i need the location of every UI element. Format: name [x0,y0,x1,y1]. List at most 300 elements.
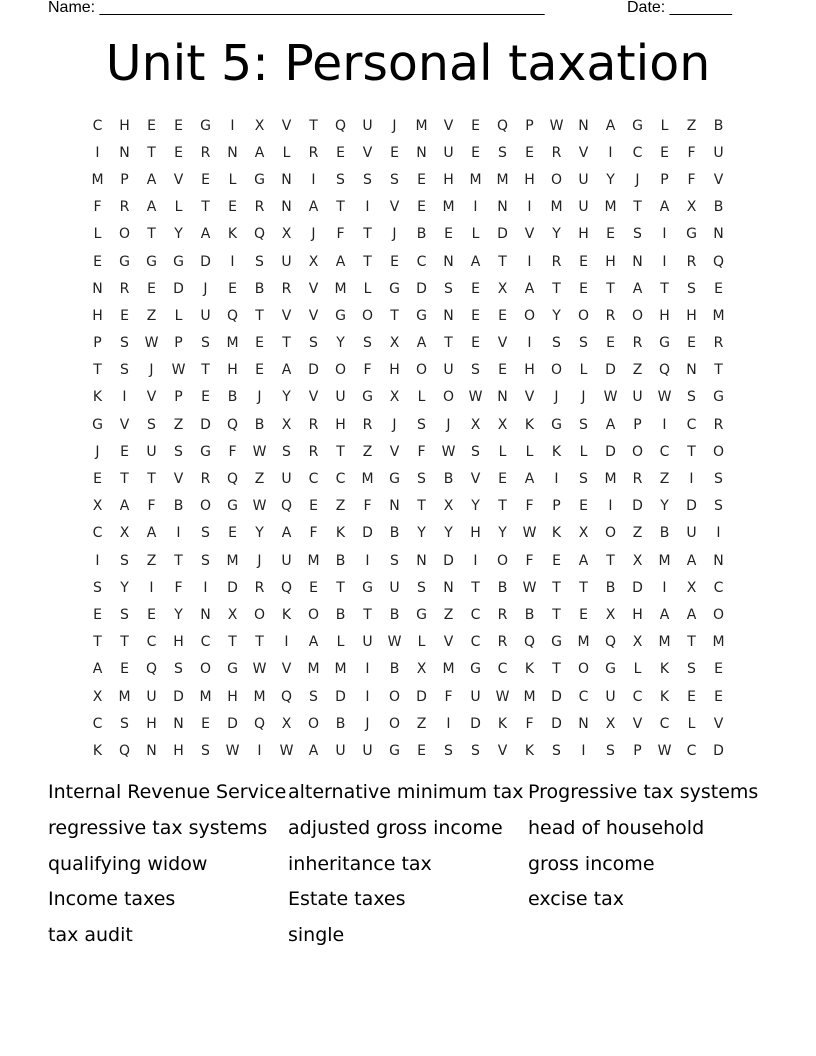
grid-letter: U [146,443,157,460]
grid-letter: X [92,498,103,515]
grid-letter: E [174,117,183,134]
word-list-item: adjusted gross income [288,816,503,839]
grid-letter: W [144,335,159,352]
grid-letter: J [392,226,397,243]
grid-letter: I [365,199,370,216]
grid-letter: F [363,498,372,515]
grid-letter: N [92,280,103,297]
grid-letter: K [659,688,670,705]
grid-letter: K [335,525,346,542]
grid-letter: D [443,552,454,569]
grid-letter: N [281,171,292,188]
grid-letter: U [281,552,292,569]
grid-letter: E [309,498,318,515]
grid-letter: G [92,416,103,433]
grid-letter: U [146,688,157,705]
grid-letter: X [254,117,265,134]
grid-letter: X [389,335,400,352]
grid-letter: D [173,688,184,705]
grid-letter: E [471,144,480,161]
grid-letter: B [254,280,265,297]
grid-letter: Y [174,606,183,623]
grid-letter: E [336,144,345,161]
grid-letter: T [309,117,318,134]
grid-letter: I [473,552,478,569]
grid-letter: N [578,117,589,134]
grid-letter: I [662,226,667,243]
word-list-item: regressive tax systems [48,816,268,839]
grid-letter: U [335,742,346,759]
grid-letter: Z [632,525,643,542]
grid-letter: A [146,525,157,542]
grid-letter: V [173,171,184,188]
grid-letter: M [334,280,347,297]
grid-letter: F [228,443,237,460]
grid-letter: V [578,144,589,161]
grid-letter: X [497,280,508,297]
grid-letter: B [605,579,616,596]
grid-letter: S [633,226,642,243]
grid-letter: J [203,280,208,297]
grid-letter: X [92,688,103,705]
grid-letter: D [227,715,238,732]
grid-letter: H [389,362,400,379]
grid-letter: T [336,199,345,216]
grid-letter: J [554,389,559,406]
grid-letter: S [552,335,561,352]
grid-letter: I [716,525,721,542]
grid-letter: A [470,253,481,270]
grid-letter: O [604,525,617,542]
grid-letter: V [362,144,373,161]
grid-letter: S [687,661,696,678]
grid-letter: E [471,307,480,324]
grid-letter: O [199,498,212,515]
word-list-item: inheritance tax [288,852,432,875]
grid-letter: G [227,661,238,678]
grid-letter: O [550,362,563,379]
grid-letter: M [577,634,590,651]
grid-letter: Q [280,688,293,705]
grid-letter: X [389,389,400,406]
grid-letter: Y [417,525,426,542]
grid-letter: L [228,171,237,188]
grid-letter: V [281,307,292,324]
grid-letter: Z [659,471,670,488]
grid-letter: R [632,335,643,352]
grid-letter: R [551,144,562,161]
grid-letter: F [417,443,426,460]
word-search-grid [84,112,732,765]
grid-letter: V [497,335,508,352]
grid-letter: Z [146,552,157,569]
grid-letter: Z [632,362,643,379]
grid-letter: K [524,742,535,759]
grid-letter: J [149,362,154,379]
grid-letter: R [713,335,724,352]
grid-letter: G [416,307,427,324]
grid-letter: S [201,335,210,352]
grid-letter: I [662,579,667,596]
grid-letter: W [468,389,483,406]
grid-letter: Y [336,335,345,352]
grid-letter: F [525,498,534,515]
grid-letter: Z [173,416,184,433]
grid-letter: T [282,335,291,352]
grid-letter: S [201,742,210,759]
grid-letter: C [686,416,697,433]
grid-letter: T [552,280,561,297]
grid-letter: E [579,253,588,270]
grid-letter: T [417,498,426,515]
grid-letter: L [282,144,291,161]
grid-letter: S [471,742,480,759]
grid-letter: M [442,661,455,678]
grid-letter: A [686,606,697,623]
grid-letter: G [200,117,211,134]
grid-letter: C [416,253,427,270]
grid-letter: B [659,525,670,542]
grid-letter: M [118,688,131,705]
grid-letter: T [498,498,507,515]
grid-letter: Q [523,634,536,651]
grid-letter: I [689,471,694,488]
grid-letter: U [335,389,346,406]
grid-letter: B [389,606,400,623]
grid-letter: S [579,335,588,352]
grid-letter: G [659,335,670,352]
grid-letter: A [686,552,697,569]
grid-letter: T [444,335,453,352]
grid-letter: E [417,742,426,759]
grid-letter: K [659,661,670,678]
grid-letter: A [659,199,670,216]
grid-letter: X [578,525,589,542]
grid-letter: B [497,579,508,596]
grid-letter: O [442,389,455,406]
grid-letter: W [603,389,618,406]
grid-letter: F [444,688,453,705]
grid-letter: V [146,389,157,406]
grid-letter: H [146,715,157,732]
grid-letter: X [308,253,319,270]
grid-letter: R [551,253,562,270]
grid-letter: O [631,307,644,324]
grid-letter: E [147,117,156,134]
grid-letter: W [225,742,240,759]
grid-letter: Y [552,307,561,324]
grid-letter: L [660,117,669,134]
grid-letter: O [388,715,401,732]
grid-letter: R [686,253,697,270]
grid-letter: B [227,389,238,406]
grid-letter: B [713,117,724,134]
grid-letter: T [120,471,129,488]
grid-letter: E [552,552,561,569]
grid-letter: X [281,715,292,732]
grid-letter: R [254,199,265,216]
grid-letter: Q [226,307,239,324]
grid-letter: K [497,715,508,732]
grid-letter: I [365,552,370,569]
grid-letter: N [632,253,643,270]
grid-letter: T [201,362,210,379]
grid-letter: U [443,144,454,161]
grid-letter: T [147,471,156,488]
grid-letter: E [228,199,237,216]
grid-letter: G [389,471,400,488]
grid-letter: N [173,715,184,732]
grid-letter: J [311,226,316,243]
grid-letter: D [605,443,616,460]
grid-letter: T [687,443,696,460]
grid-letter: A [200,226,211,243]
date-field-label: Date: _______ [627,0,732,16]
grid-letter: G [362,579,373,596]
grid-letter: V [524,389,535,406]
grid-letter: B [713,199,724,216]
grid-letter: L [633,661,642,678]
grid-letter: H [686,307,697,324]
grid-letter: U [578,199,589,216]
grid-letter: U [686,525,697,542]
grid-letter: S [417,416,426,433]
grid-letter: E [255,362,264,379]
grid-letter: T [498,253,507,270]
grid-letter: J [257,389,262,406]
grid-letter: D [335,688,346,705]
grid-letter: E [417,199,426,216]
grid-letter: W [171,362,186,379]
grid-letter: W [252,443,267,460]
grid-letter: S [552,742,561,759]
grid-letter: J [365,715,370,732]
grid-letter: Q [604,634,617,651]
grid-letter: X [281,226,292,243]
grid-letter: L [174,199,183,216]
grid-letter: A [524,280,535,297]
grid-letter: F [147,498,156,515]
grid-letter: C [632,144,643,161]
grid-letter: W [495,688,510,705]
grid-letter: E [93,471,102,488]
grid-letter: Q [280,579,293,596]
grid-letter: I [554,471,559,488]
grid-letter: Y [660,498,669,515]
grid-letter: H [524,171,535,188]
grid-letter: M [469,171,482,188]
grid-letter: M [604,471,617,488]
grid-letter: E [417,171,426,188]
grid-letter: D [551,688,562,705]
grid-letter: G [335,307,346,324]
grid-letter: F [174,579,183,596]
grid-letter: Y [498,525,507,542]
grid-letter: J [581,389,586,406]
grid-letter: E [201,171,210,188]
grid-letter: S [201,552,210,569]
grid-letter: A [524,471,535,488]
grid-letter: A [605,416,616,433]
grid-letter: T [228,634,237,651]
grid-letter: H [227,688,238,705]
grid-letter: E [579,498,588,515]
grid-letter: M [253,688,266,705]
grid-letter: D [632,579,643,596]
grid-letter: E [93,606,102,623]
grid-letter: B [443,471,454,488]
grid-letter: I [149,579,154,596]
grid-letter: X [443,498,454,515]
grid-letter: B [524,606,535,623]
grid-letter: A [308,634,319,651]
grid-letter: I [527,335,532,352]
grid-letter: K [281,606,292,623]
grid-letter: T [390,307,399,324]
grid-letter: T [687,634,696,651]
grid-letter: V [443,117,454,134]
grid-letter: V [308,307,319,324]
grid-letter: Y [255,525,264,542]
grid-letter: I [662,253,667,270]
grid-letter: V [389,199,400,216]
grid-letter: L [579,443,588,460]
grid-letter: O [199,661,212,678]
grid-letter: H [335,416,346,433]
grid-letter: S [417,579,426,596]
grid-letter: R [200,144,211,161]
grid-letter: Z [335,498,346,515]
grid-letter: E [120,661,129,678]
grid-letter: E [525,144,534,161]
word-list-item: tax audit [48,924,133,947]
grid-letter: L [579,362,588,379]
grid-letter: S [120,715,129,732]
grid-letter: I [95,144,100,161]
grid-letter: M [226,335,239,352]
grid-letter: E [93,253,102,270]
grid-letter: K [524,416,535,433]
name-field-label: Name: __________________________________________________ [48,0,545,16]
grid-letter: U [632,389,643,406]
grid-letter: A [335,253,346,270]
grid-letter: M [361,471,374,488]
grid-letter: E [174,144,183,161]
grid-letter: J [635,171,640,188]
grid-letter: T [606,280,615,297]
grid-letter: K [92,389,103,406]
grid-letter: S [714,471,723,488]
grid-letter: E [498,471,507,488]
grid-letter: V [713,171,724,188]
grid-letter: M [199,688,212,705]
grid-letter: E [120,443,129,460]
grid-letter: M [550,199,563,216]
grid-letter: Q [712,253,725,270]
grid-letter: L [471,226,480,243]
grid-letter: E [201,389,210,406]
grid-letter: G [389,280,400,297]
grid-letter: S [120,335,129,352]
grid-letter: D [713,742,724,759]
grid-letter: I [230,117,235,134]
grid-letter: O [631,443,644,460]
grid-letter: E [714,280,723,297]
grid-letter: E [471,280,480,297]
grid-letter: F [687,171,696,188]
grid-letter: Q [253,226,266,243]
grid-letter: D [416,688,427,705]
grid-letter: F [93,199,102,216]
word-list-item: gross income [528,852,655,875]
grid-letter: C [92,715,103,732]
grid-letter: E [687,688,696,705]
grid-letter: G [713,389,724,406]
grid-letter: O [712,606,725,623]
grid-letter: P [174,389,183,406]
grid-letter: V [281,117,292,134]
grid-letter: Q [118,742,131,759]
grid-letter: N [497,199,508,216]
grid-letter: A [659,606,670,623]
grid-letter: G [146,253,157,270]
grid-letter: B [335,715,346,732]
grid-letter: O [577,307,590,324]
grid-letter: S [282,443,291,460]
grid-letter: X [281,416,292,433]
grid-letter: A [416,335,427,352]
grid-letter: U [443,362,454,379]
word-list-item: Income taxes [48,888,176,911]
grid-letter: T [255,634,264,651]
grid-letter: N [146,742,157,759]
grid-letter: S [147,416,156,433]
grid-letter: N [686,362,697,379]
grid-letter: S [471,362,480,379]
grid-letter: G [686,226,697,243]
grid-letter: N [200,606,211,623]
grid-letter: I [176,525,181,542]
grid-letter: N [416,552,427,569]
grid-letter: E [228,525,237,542]
grid-letter: C [146,634,157,651]
grid-letter: O [307,715,320,732]
grid-letter: T [552,661,561,678]
grid-letter: S [714,498,723,515]
grid-letter: Q [280,498,293,515]
grid-letter: U [713,144,724,161]
grid-letter: K [551,443,562,460]
grid-letter: F [525,715,534,732]
grid-letter: Y [606,171,615,188]
grid-letter: E [390,253,399,270]
grid-letter: I [608,144,613,161]
grid-letter: L [498,443,507,460]
grid-letter: R [200,471,211,488]
grid-letter: N [119,144,130,161]
grid-letter: R [119,280,130,297]
grid-letter: C [335,471,346,488]
grid-letter: C [92,525,103,542]
grid-letter: R [281,280,292,297]
grid-letter: Q [145,661,158,678]
word-list-item: Estate taxes [288,888,406,911]
grid-letter: L [687,715,696,732]
grid-letter: D [227,579,238,596]
grid-letter: R [362,416,373,433]
grid-letter: I [581,742,586,759]
grid-letter: T [336,579,345,596]
